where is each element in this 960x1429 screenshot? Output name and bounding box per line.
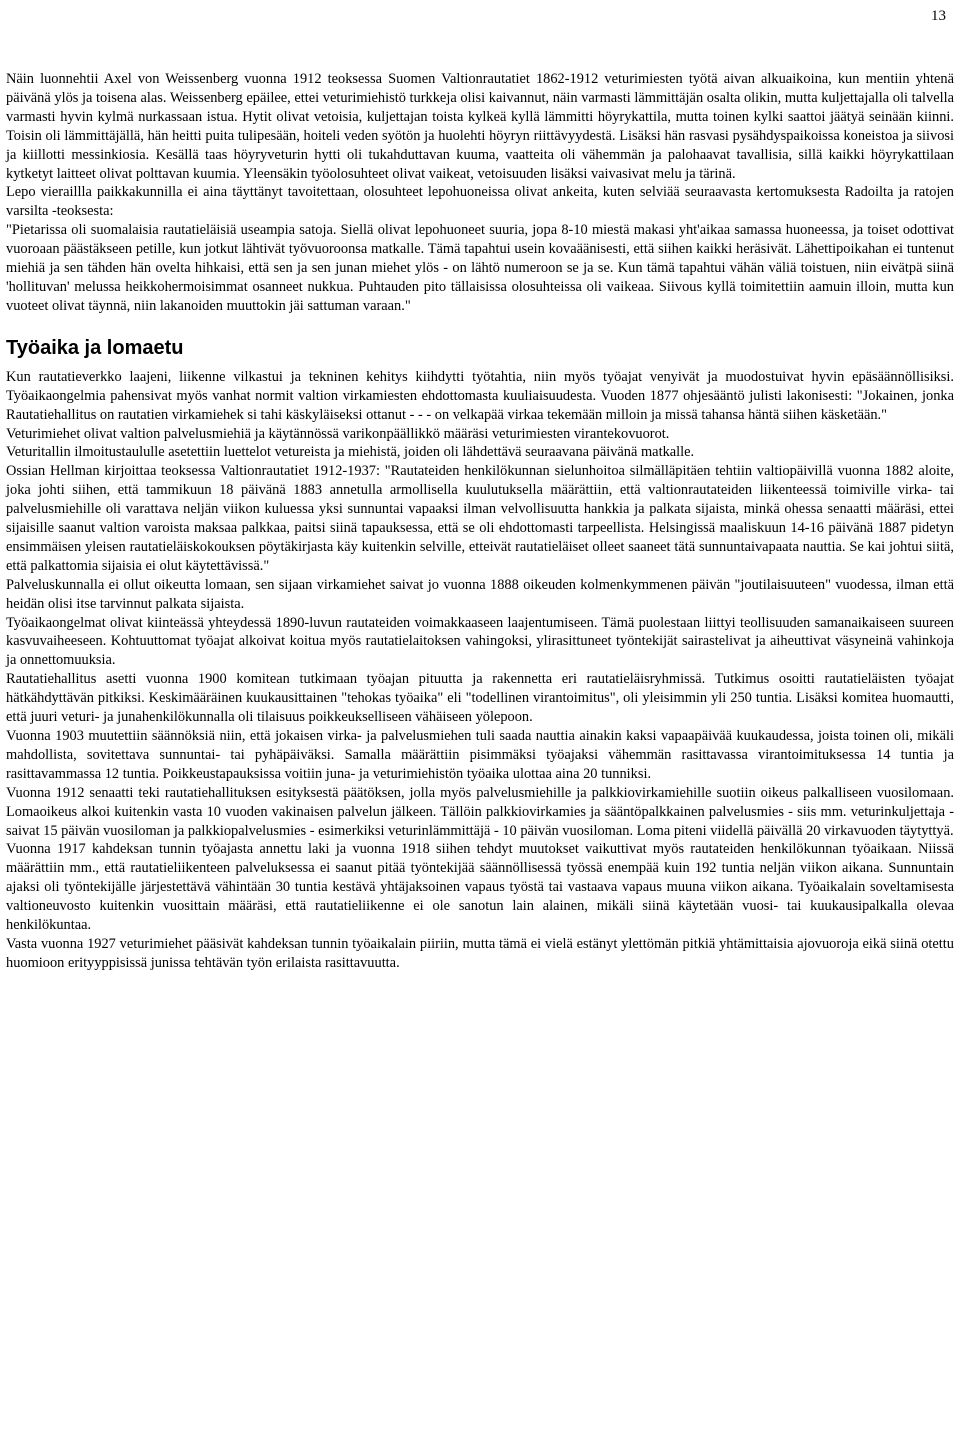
section-heading: Työaika ja lomaetu xyxy=(6,336,184,359)
paragraph: Vuonna 1912 senaatti teki rautatiehallituksen esityksestä päätöksen, jolla myös palvelusmiehille ja palkkiovirkamiehille suotiin oikeus palkalliseen vuosilomaan. Lomaoikeus alkoi kuitenkin vasta 10 vuoden vakinaisen palvelun jälkeen. Tällöin palkkiovirkamies ja sääntöpalkkainen palvelusmies - siis mm. veturinkuljettaja - saivat 15 päivän vuosiloman ja palkkiopalvelusmies - esimerkiksi veturinlämmittäjä - 10 päivän vuosiloman. Loma piteni viidellä päivällä 20 virkavuoden täytyttyä. xyxy=(6,784,954,839)
paragraph: Lepo vieraillla paikkakunnilla ei aina täyttänyt tavoitettaan, olosuhteet lepohuoneissa olivat ankeita, kuten selviää seuraavasta kertomuksesta Radoilta ja ratojen varsilta -teoksesta: xyxy=(6,184,954,220)
paragraph: Veturitallin ilmoitustaululle asetettiin luettelot vetureista ja miehistä, joiden oli lähdettävä seuraavana päivänä matkalle. xyxy=(6,444,695,461)
paragraph: Vasta vuonna 1927 veturimiehet pääsivät kahdeksan tunnin työaikalain piiriin, mutta tämä ei vielä estänyt ylettömän pitkiä yhtämittaisia ajovuoroja eikä siinä otettu huomioon erityyppisissä junissa tehtävän työn erilaista rasittavuutta. xyxy=(6,935,954,971)
page-number: 13 xyxy=(931,8,946,24)
quote-paragraph: "Pietarissa oli suomalaisia rautatieläisiä useampia satoja. Siellä olivat lepohuoneet suuria, jopa 8-10 miestä makasi yht'aikaa samassa huoneessa, ja toiset odottivat vuoroaan päästäkseen petille, kun jotkut lähtivät työvuoroonsa matkalle. Tämä tapahtui usein kovaäänisesti, että siihen kaikki heräsivät. Lähettipoikahan ei tuntenut miehiä ja sen tähden hän oveltа hihkaisi, että sen ja sen junan miehet ylös - on lähtö numeroon se ja se. Kun tämä tapahtui vähän väliä toistuen, niin eivätpä siinä 'hollituvan' melussa heikkohermoisimmat osanneet nukkua. Puhtauden pito tällaisissa olosuhteissa oli vaikeaa. Siivous kyllä toimitettiin aamuin illoin, mutta kun vuoteet olivat täynnä, niin lakanoiden muuttokin jäi sattuman varaan." xyxy=(6,222,954,314)
paragraph: Vuonna 1917 kahdeksan tunnin työajasta annettu laki ja vuonna 1918 siihen tehdyt muutokset vaikuttivat myös rautateiden henkilökunnan työaikaan. Niissä määrättiin mm., että rautatieliikenteen palveluksessa ei saanut pitää työntekijää säännöllisessä työssä enempää kuin 192 tuntia neljän viikon aikana. Sunnuntain ajaksi oli työntekijälle järjestettävä vähintään 30 tuntia kestävä yhtäjaksoinen vapaus työstä tai vastaava vapaus muuna viikon aikana. Työaikalain soveltamisesta valtioneuvosto kuitenkin vuosittain määräsi, että rautatieliikenne ei ole sanotun lain alainen, mikäli siinä käytetään vuosi- tai kuukausipalkalla olevaa henkilökuntaa. xyxy=(6,841,954,934)
paragraph: Kun rautatieverkko laajeni, liikenne vilkastui ja tekninen kehitys kiihdytti työtahtia, niin myös työajat venyivät ja muodostuivat hyvin epäsäännöllisiksi. Työaikaongelmia pahensivat myös vanhat normit valtion virkamiesten ehdottomasta kuuliaisuudesta. Vuoden 1877 ohjesääntö julisti lakonisesti: "Jokainen, jonka Rautatiehallitus on rautatien virkamiehek si tahi käskyläiseksi ottanut - - - on velkapää virkaa tekemään milloin ja missä tahansa häntä siihen käsketään." xyxy=(6,368,954,423)
paragraph: Työaikaongelmat olivat kiinteässä yhteydessä 1890-luvun rautateiden voimakkaaseen laajentumiseen. Tämä puolestaan liittyi teollisuuden samanaikaiseen suureen kasvuvaiheeseen. Kohtuuttomat työajat alkoivat koitua myös rautatielaitoksen vahingoksi, ylirasittuneet työntekijät sairastelivat ja aiheuttivat väsyneinä vahinkoja ja onnettomuuksia. xyxy=(6,614,954,669)
document-body xyxy=(6,70,954,973)
paragraph: Rautatiehallitus asetti vuonna 1900 komitean tutkimaan työajan pituutta ja rakennetta eri rautatieläisryhmissä. Tutkimus osoitti rautatieläisten työajat hätkähdyttävän pitkiksi. Keskimääräinen kuukausittainen "tehokas työaika" eli "todellinen virantoimitus", oli yleisimmin yli 250 tuntia. Lisäksi komitea huomautti, että juuri veturi- ja junahenkilökunnalla oli tilaisuus poikkeukselliseen vähäiseen yölepoon. xyxy=(6,671,954,726)
paragraph: Veturimiehet olivat valtion palvelusmiehiä ja käytännössä varikonpäällikkö määräsi veturimiesten virantekovuorot. xyxy=(6,425,670,442)
paragraph: Vuonna 1903 muutettiin säännöksiä niin, että jokaisen virka- ja palvelusmiehen tuli saada nauttia ainakin kaksi vapaapäivää kuukaudessa, joista toinen oli, mikäli mahdollista, sovitettava sunnuntai- tai pyhäpäiväksi. Samalla määrättiin pisimmäksi työajaksi vähemmän rasittavassa virantoimituksessa 14 tuntia ja rasittavammassa 12 tuntia. Poikkeustapauksissa voitiin juna- ja veturimiehistön työaika ulottaa aina 20 tunniksi. xyxy=(6,728,954,782)
paragraph: Ossian Hellman kirjoittaa teoksessa Valtionrautatiet 1912-1937: "Rautateiden henkilökunnan sielunhoitoa silmälläpitäen tehtiin valtiopäivillä vuonna 1882 aloite, joka johti siihen, että tammikuun 18 päivänä 1883 annetulla armollisella kuulutuksella määrättiin, että valtionrautateiden liikenteessä toimiville virka- tai palvelusmiehille oli varattava neljän viikon kuluessa yksi sunnuntai vapaaksi ilman velvollisuutta hankkia ja palkata sijaista, minkä ohessa senaatti määräsi, ettei sijaisille saanut valtion varoista maksaa palkkaa, paitsi siinä tapauksessa, että se oli ehdottomasti tarpeellista. Helsingissä maaliskuun 14-16 päivänä 1887 pidetyn ensimmäisen yleisen rautatieläiskokouksen pöytäkirjasta käy kuitenkin selville, etteivät rautatieläiset olleet saaneet tätä sunnuntaivapaata nauttia. Se kai johtui siitä, että palkattomia sijaisia ei olut käytettävissä." xyxy=(6,463,954,574)
paragraph: Palveluskunnalla ei ollut oikeutta lomaan, sen sijaan virkamiehet saivat jo vuonna 1888 oikeuden kolmenkymmenen päivän "joutilaisuuteen" vuodessa, ilman että heidän olisi itse tarvinnut palkata sijaista. xyxy=(6,576,954,612)
paragraph: Näin luonnehtii Axel von Weissenberg vuonna 1912 teoksessa Suomen Valtionrautatiet 1862-1912 veturimiesten työtä aivan alkuaikoina, kun mentiin yhtenä päivänä ylös ja toisena alas. Weissenberg epäilee, ettei veturimiehistö turkkeja olisi kaivannut, näin varmasti lämmittäjän osalta olikin, mutta kuljettajalla oli talvella varmasti hyvin kylmä nurkassaan istua. Hytit olivat vetoisia, kuljettajan toista kylkeä kyllä lämmitti höyrykattila, mutta toinen kylki saattoi jäätyä seinään kiinni. Toisin oli lämmittäjällä, hän heitti puita tulipesään, hoiteli veden syötön ja huolehti höyryn riittävyydestä. Lisäksi hän rasvasi pysähdyspaikoissa koneistoa ja siivosi ja kiillotti messinkiosia. Kesällä taas höyryveturin hytti oli tukahduttavan kuuma, vaatteita oli vähemmän ja palohaavat tavallisia, sillä kaikki höyrykattilaan kytketyt laitteet olivat polttavan kuumia. Yleensäkin työolosuhteet olivat vaikeat, vetoisuuden lisäksi vaivasivat melu ja tärinä. xyxy=(6,71,954,182)
